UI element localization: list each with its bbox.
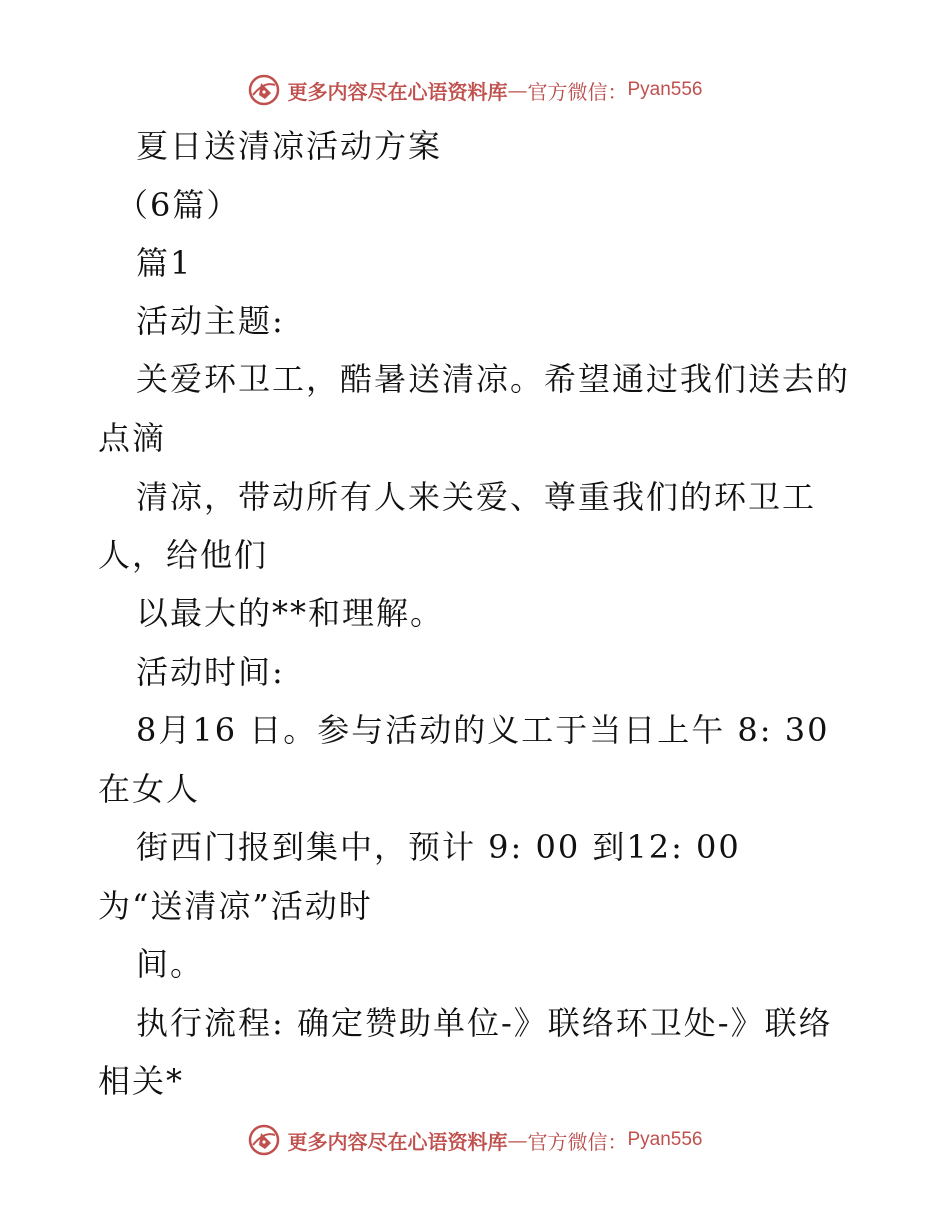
paragraph-line: 活动时间: bbox=[136, 653, 285, 691]
watermark-main-text: 更多内容尽在心语资料库 bbox=[287, 79, 508, 104]
footer-watermark bbox=[0, 1120, 950, 1160]
watermark-wechat-id: Pyan556 bbox=[627, 79, 703, 100]
paragraph-line: 清凉，带动所有人来关爱、尊重我们的环卫工 bbox=[136, 478, 817, 516]
watermark-separator: — bbox=[507, 78, 528, 102]
watermark-wechat-label: 官方微信： bbox=[527, 1129, 628, 1154]
paragraph-line: 8月16 日。参与活动的义工于当日上午 8: 30 bbox=[136, 711, 830, 749]
paragraph-line: 执行流程: 确定赞助单位-》联络环卫处-》联络 bbox=[136, 1004, 833, 1042]
paragraph-line: 关爱环卫工，酷暑送清凉。希望通过我们送去的 bbox=[136, 360, 851, 398]
section-heading: 篇1 bbox=[136, 244, 193, 282]
paragraph-line: 以最大的**和理解。 bbox=[136, 594, 445, 632]
paragraph-line: 人，给他们 bbox=[98, 536, 269, 574]
document-subtitle: （6篇） bbox=[116, 186, 241, 224]
pen-nib-seal-logo-icon bbox=[247, 1123, 281, 1157]
watermark-main-text: 更多内容尽在心语资料库 bbox=[287, 1129, 508, 1154]
paragraph-line: 相关* bbox=[98, 1062, 185, 1100]
watermark-wechat-label: 官方微信： bbox=[527, 79, 628, 104]
paragraph-line: 间。 bbox=[136, 945, 205, 983]
watermark-wechat-id: Pyan556 bbox=[627, 1129, 703, 1150]
paragraph-line: 点滴 bbox=[98, 419, 167, 457]
watermark-separator: — bbox=[507, 1128, 528, 1152]
paragraph-line: 在女人 bbox=[98, 770, 201, 808]
paragraph-line: 活动主题: bbox=[136, 302, 285, 340]
paragraph-line: 街西门报到集中，预计 9: 00 到12: 00 bbox=[136, 828, 741, 866]
document-title: 夏日送清凉活动方案 bbox=[136, 127, 443, 165]
paragraph-line: 为“送清凉”活动时 bbox=[98, 887, 373, 925]
